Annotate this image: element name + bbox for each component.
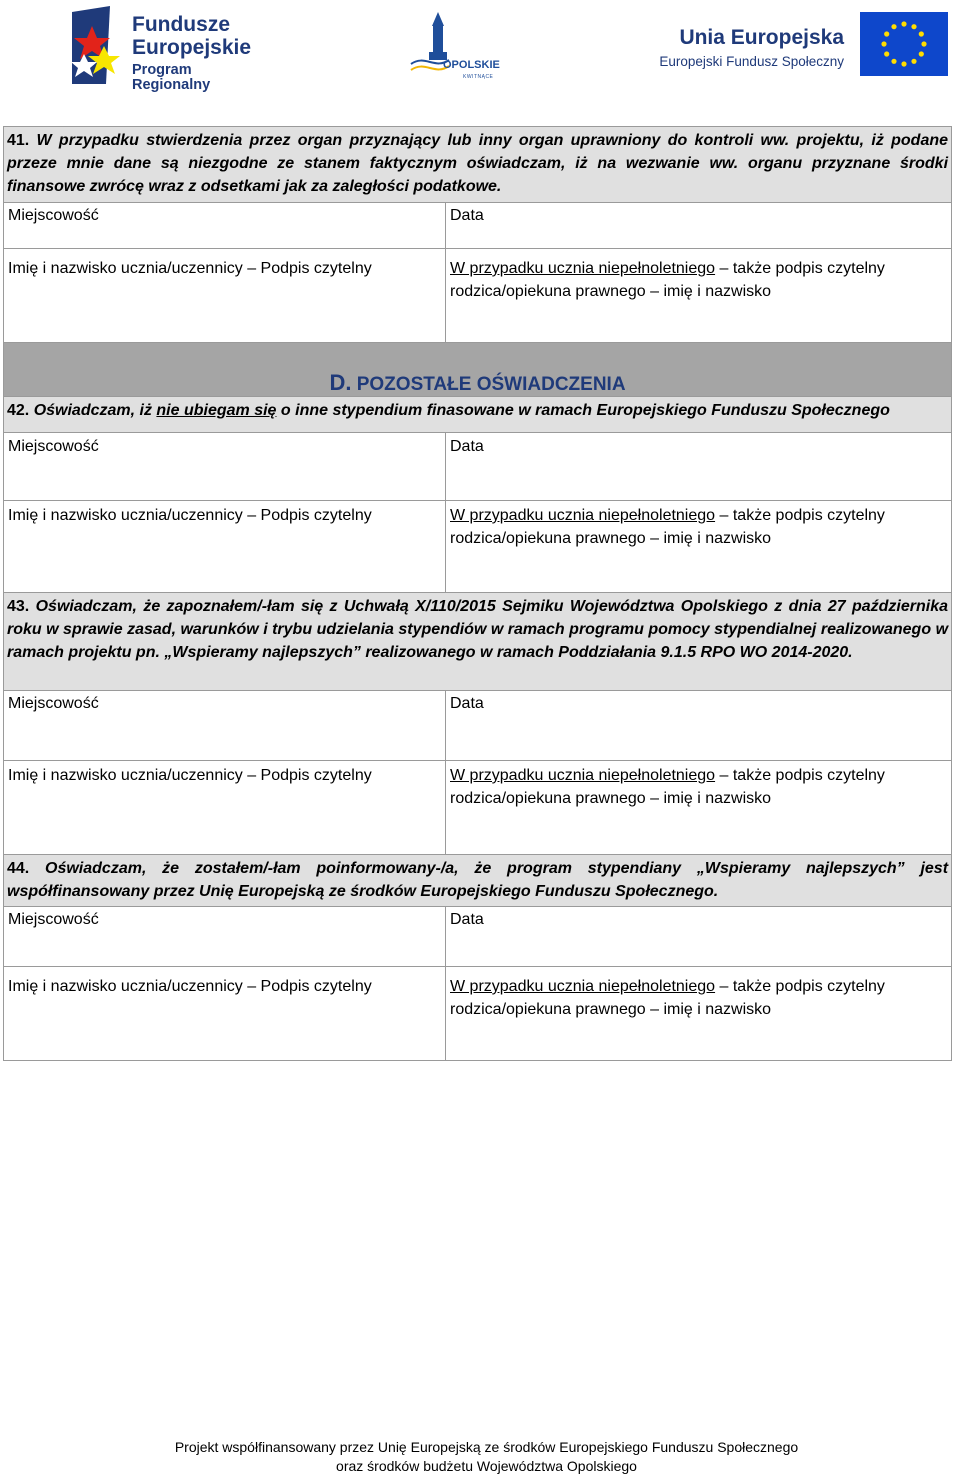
footer-line2: oraz środków budżetu Województwa Opolskiego bbox=[336, 1458, 637, 1474]
opolskie-tower-icon bbox=[405, 12, 523, 82]
statement-43-text: Oświadczam, że zapoznałem/-łam się z Uchwałą X/110/2015 Sejmiku Województwa Opolskiego z dnia 27 października roku w sprawie zasad, warunków i trybu udzielania stypendiów w ramach programu pomocy stypendialnej realizowanego w ramach projektu pn. „Wspieramy najlepszych” realizowanego w ramach Poddziałania 9.1.5 RPO WO 2014-2020. bbox=[7, 598, 949, 661]
student-sign-field-44[interactable] bbox=[4, 967, 446, 1061]
student-sign-field-42[interactable] bbox=[4, 501, 446, 593]
date-label: Data bbox=[450, 438, 484, 455]
statement-41 bbox=[4, 127, 952, 203]
date-field-44[interactable] bbox=[446, 907, 952, 967]
statement-44 bbox=[4, 855, 952, 907]
place-field-42[interactable] bbox=[4, 433, 446, 501]
statement-42-text-a: Oświadczam, iż bbox=[29, 402, 157, 419]
student-sign-field-43[interactable] bbox=[4, 761, 446, 855]
parent-sign-link: W przypadku ucznia niepełnoletniego bbox=[450, 507, 716, 524]
place-label: Miejscowość bbox=[8, 207, 99, 224]
parent-sign-link: W przypadku ucznia niepełnoletniego bbox=[450, 767, 716, 784]
parent-sign-line2: rodzica/opiekuna prawnego – imię i nazwisko bbox=[450, 1001, 772, 1018]
parent-sign-link: W przypadku ucznia niepełnoletniego bbox=[450, 978, 716, 995]
statement-44-text: Oświadczam, że zostałem/-łam poinformowany-/a, że program stypendiany „Wspieramy najlepszych” jest współfinansowany przez Unię Europejską ze środków Europejskiego Funduszu Społecznego. bbox=[7, 860, 949, 900]
place-field-43[interactable] bbox=[4, 691, 446, 761]
statement-42-number: 42. bbox=[7, 402, 30, 419]
parent-sign-rest: – także podpis czytelny bbox=[715, 260, 885, 277]
place-label: Miejscowość bbox=[8, 911, 99, 928]
parent-sign-field-44[interactable] bbox=[446, 967, 952, 1061]
page-footer bbox=[0, 1438, 960, 1476]
opolskie-sub: KWITNĄCE bbox=[463, 74, 494, 80]
parent-sign-link: W przypadku ucznia niepełnoletniego bbox=[450, 260, 716, 277]
date-label: Data bbox=[450, 911, 484, 928]
footer-line1: Projekt współfinansowany przez Unię Europejską ze środków Europejskiego Funduszu Społecznego bbox=[174, 1439, 799, 1455]
fundusze-europejskie-logo bbox=[70, 4, 270, 93]
fe-line2: Europejskie bbox=[132, 36, 252, 59]
parent-sign-line2: rodzica/opiekuna prawnego – imię i nazwisko bbox=[450, 530, 772, 547]
place-field-44[interactable] bbox=[4, 907, 446, 967]
eu-flag-icon bbox=[860, 12, 948, 76]
parent-sign-rest: – także podpis czytelny bbox=[715, 978, 885, 995]
date-field-42[interactable] bbox=[446, 433, 952, 501]
opolskie-logo bbox=[405, 12, 523, 82]
place-label: Miejscowość bbox=[8, 695, 99, 712]
student-sign-label: Imię i nazwisko ucznia/uczennicy – Podpis czytelny bbox=[8, 260, 372, 277]
place-field-41[interactable] bbox=[4, 203, 446, 249]
opolskie-name: OPOLSKIE bbox=[443, 59, 500, 71]
date-field-41[interactable] bbox=[446, 203, 952, 249]
statements-form bbox=[3, 126, 952, 1061]
date-label: Data bbox=[450, 207, 484, 224]
section-d-header bbox=[4, 343, 952, 397]
student-sign-label: Imię i nazwisko ucznia/uczennicy – Podpis czytelny bbox=[8, 507, 372, 524]
statement-43-number: 43. bbox=[7, 598, 30, 615]
place-label: Miejscowość bbox=[8, 438, 99, 455]
student-sign-label: Imię i nazwisko ucznia/uczennicy – Podpis czytelny bbox=[8, 767, 372, 784]
parent-sign-field-42[interactable] bbox=[446, 501, 952, 593]
statement-41-number: 41. bbox=[7, 132, 30, 149]
student-sign-field-41[interactable] bbox=[4, 249, 446, 343]
parent-sign-field-41[interactable] bbox=[446, 249, 952, 343]
ue-line2: Europejski Fundusz Społeczny bbox=[659, 54, 844, 69]
statement-42-text-b: o inne stypendium finasowane w ramach Europejskiego Funduszu Społecznego bbox=[276, 402, 890, 419]
parent-sign-rest: – także podpis czytelny bbox=[715, 767, 885, 784]
parent-sign-line2: rodzica/opiekuna prawnego – imię i nazwisko bbox=[450, 790, 772, 807]
date-field-43[interactable] bbox=[446, 691, 952, 761]
parent-sign-line2: rodzica/opiekuna prawnego – imię i nazwisko bbox=[450, 283, 772, 300]
parent-sign-rest: – także podpis czytelny bbox=[715, 507, 885, 524]
statement-41-text: W przypadku stwierdzenia przez organ przyznający lub inny organ uprawniony do kontroli ww. projektu, iż podane przeze mnie dane są niezgodne ze stanem faktycznym oświadczam, iż na wezwanie ww. organu przyznane środki finansowe zwrócę wraz z odsetkami jak za zaległości podatkowe. bbox=[7, 132, 949, 195]
statement-44-number: 44. bbox=[7, 860, 30, 877]
unia-europejska-logo bbox=[648, 12, 948, 76]
ue-line1: Unia Europejska bbox=[679, 26, 844, 49]
fe-line3: Program Regionalny bbox=[132, 62, 211, 93]
parent-sign-field-43[interactable] bbox=[446, 761, 952, 855]
section-title: POZOSTAŁE OŚWIADCZENIA bbox=[351, 374, 626, 395]
student-sign-label: Imię i nazwisko ucznia/uczennicy – Podpis czytelny bbox=[8, 978, 372, 995]
statement-42-text-underlined: nie ubiegam się bbox=[156, 402, 277, 419]
statement-43 bbox=[4, 593, 952, 691]
date-label: Data bbox=[450, 695, 484, 712]
fe-star-icon bbox=[70, 4, 130, 86]
section-letter: D. bbox=[329, 370, 352, 395]
statement-42 bbox=[4, 397, 952, 433]
fe-line1: Fundusze bbox=[132, 13, 230, 36]
